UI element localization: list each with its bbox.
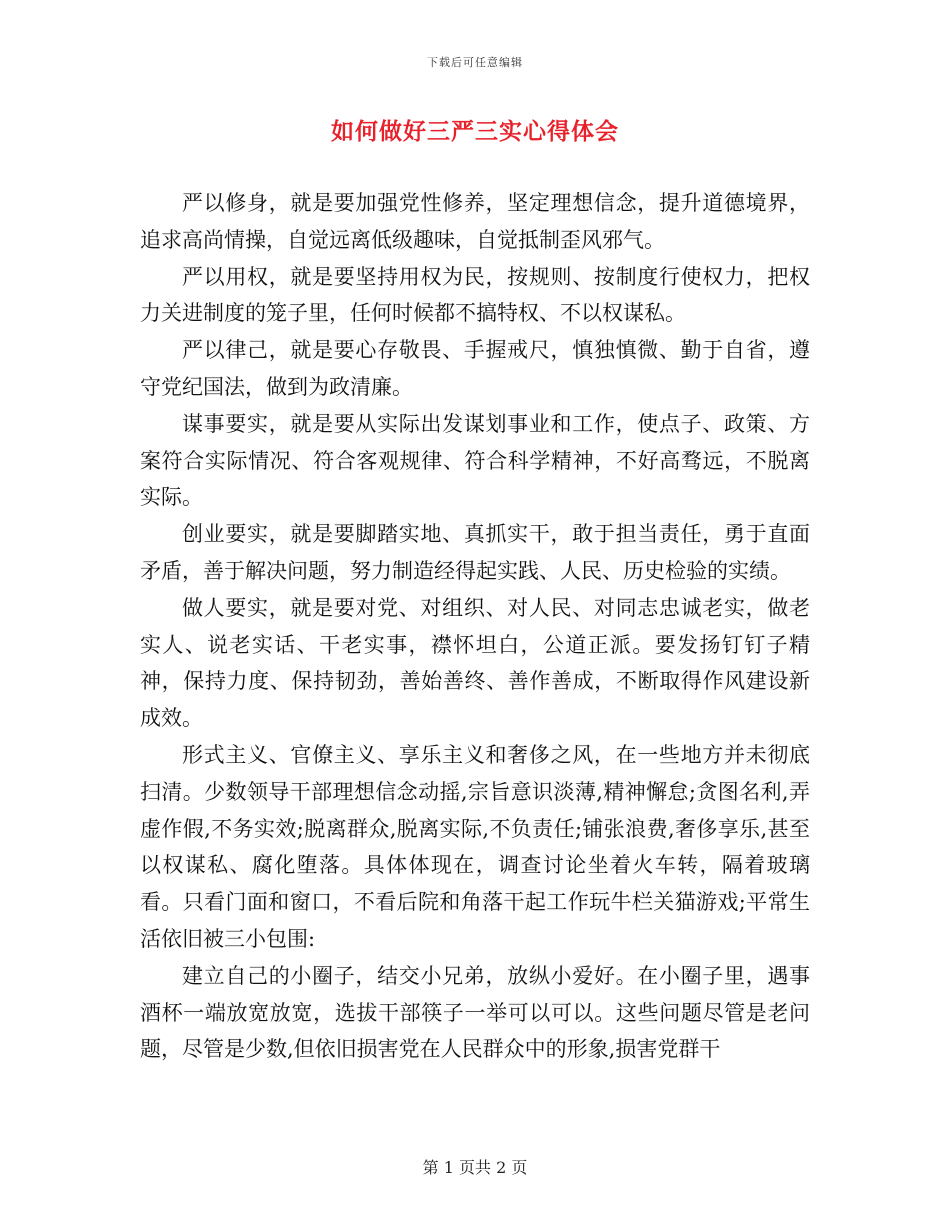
paragraph: 严以修身，就是要加强党性修养，坚定理想信念，提升道德境界，追求高尚情操，自觉远离低级趣味，自觉抵制歪风邪气。: [140, 191, 810, 252]
paragraph: 谋事要实，就是要从实际出发谋划事业和工作，使点子、政策、方案符合实际情况、符合客观规律、符合科学精神，不好高骛远，不脱离实际。: [140, 411, 810, 510]
paragraph: 严以用权，就是要坚持用权为民，按规则、按制度行使权力，把权力关进制度的笼子里，任何时候都不搞特权、不以权谋私。: [140, 264, 810, 326]
paragraph: 严以律己，就是要心存敬畏、手握戒尺，慎独慎微、勤于自省，遵守党纪国法，做到为政清廉。: [140, 338, 810, 399]
header-note: 下载后可任意编辑: [427, 56, 523, 69]
document-title: 如何做好三严三实心得体会: [331, 118, 619, 145]
paragraph: 形式主义、官僚主义、享乐主义和奢侈之风，在一些地方并未彻底扫清。少数领导干部理想信念动摇,宗旨意识淡薄,精神懈怠;贪图名利,弄虚作假,不务实效;脱离群众,脱离实际,不负责任;铺张浪费,奢侈享乐,甚至以权谋私、腐化堕落。具体体现在，调查讨论坐着火车转，隔着玻璃看。只看门面和窗口，不看后院和角落干起工作玩牛栏关猫游戏;平常生活依旧被三小包围:: [140, 742, 810, 951]
paragraph: 创业要实，就是要脚踏实地、真抓实干，敢于担当责任，勇于直面矛盾，善于解决问题，努力制造经得起实践、人民、历史检验的实绩。: [140, 522, 810, 583]
paragraph: 做人要实，就是要对党、对组织、对人民、对同志忠诚老实，做老实人、说老实话、干老实事，襟怀坦白，公道正派。要发扬钉钉子精神，保持力度、保持韧劲，善始善终、善作善成，不断取得作风建设新成效。: [140, 595, 810, 731]
document-body: [140, 185, 810, 1068]
paragraph: 建立自己的小圈子，结交小兄弟，放纵小爱好。在小圈子里，遇事酒杯一端放宽放宽，选拔干部筷子一举可以可以。这些问题尽管是老问题，尽管是少数,但依旧损害党在人民群众中的形象,损害党群干: [140, 963, 810, 1062]
page-number: 第 1 页共 2 页: [422, 1158, 528, 1177]
